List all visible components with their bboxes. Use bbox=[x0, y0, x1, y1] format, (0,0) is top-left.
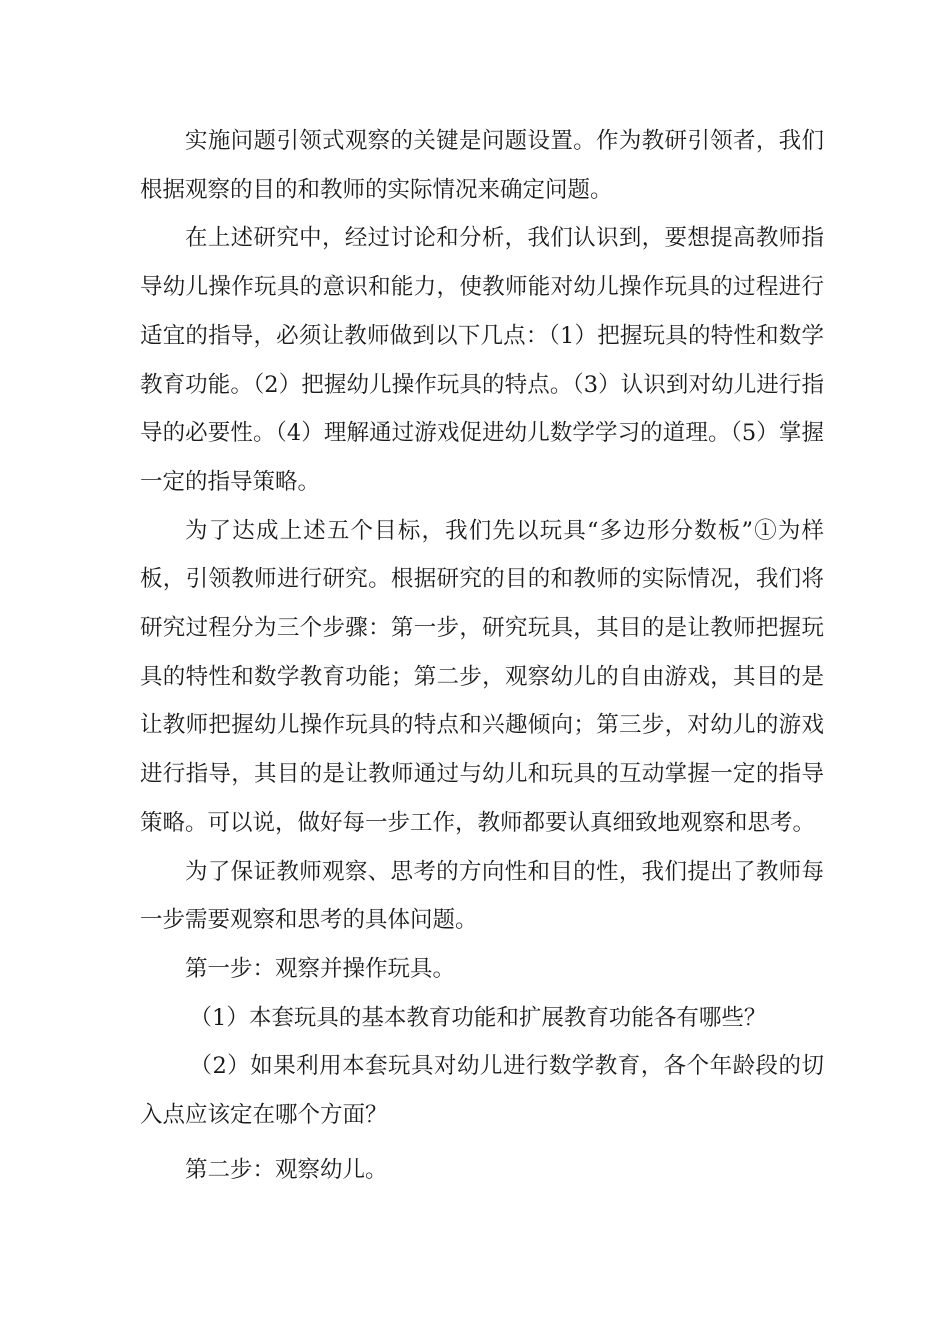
paragraph-research-steps: 为了达成上述五个目标，我们先以玩具“多边形分数板”①为样板，引领教师进行研究。根据研究的目的和教师的实际情况，我们将研究过程分为三个步骤：第一步，研究玩具，其目的是让教师把握玩具的特性和数学教育功能；第二步，观察幼儿的自由游戏，其目的是让教师把握幼儿操作玩具的特点和兴趣倾向；第三步，对幼儿的游戏进行指导，其目的是让教师通过与幼儿和玩具的互动掌握一定的指导策略。可以说，做好每一步工作，教师都要认真细致地观察和思考。 bbox=[140, 517, 824, 836]
paragraph-step-one: 第一步：观察并操作玩具。 bbox=[185, 955, 456, 982]
paragraph-question-two: （2）如果利用本套玩具对幼儿进行数学教育，各个年龄段的切入点应该定在哪个方面？ bbox=[140, 1053, 824, 1129]
paragraph-step-two: 第二步：观察幼儿。 bbox=[185, 1156, 388, 1183]
paragraph-specific-questions: 为了保证教师观察、思考的方向性和目的性，我们提出了教师每一步需要观察和思考的具体问题。 bbox=[140, 858, 824, 934]
paragraph-five-goals: 在上述研究中，经过讨论和分析，我们认识到，要想提高教师指导幼儿操作玩具的意识和能力，使教师能对幼儿操作玩具的过程进行适宜的指导，必须让教师做到以下几点：（1）把握玩具的特性和数学教育功能。（2）把握幼儿操作玩具的特点。（3）认识到对幼儿进行指导的必要性。（4）理解通过游戏促进幼儿数学学习的道理。（5）掌握一定的指导策略。 bbox=[140, 225, 824, 495]
paragraph-problem-setting: 实施问题引领式观察的关键是问题设置。作为教研引领者，我们根据观察的目的和教师的实际情况来确定问题。 bbox=[140, 128, 824, 203]
document-body bbox=[140, 117, 824, 1194]
paragraph-question-one: （1）本套玩具的基本教育功能和扩展教育功能各有哪些？ bbox=[189, 1004, 767, 1031]
